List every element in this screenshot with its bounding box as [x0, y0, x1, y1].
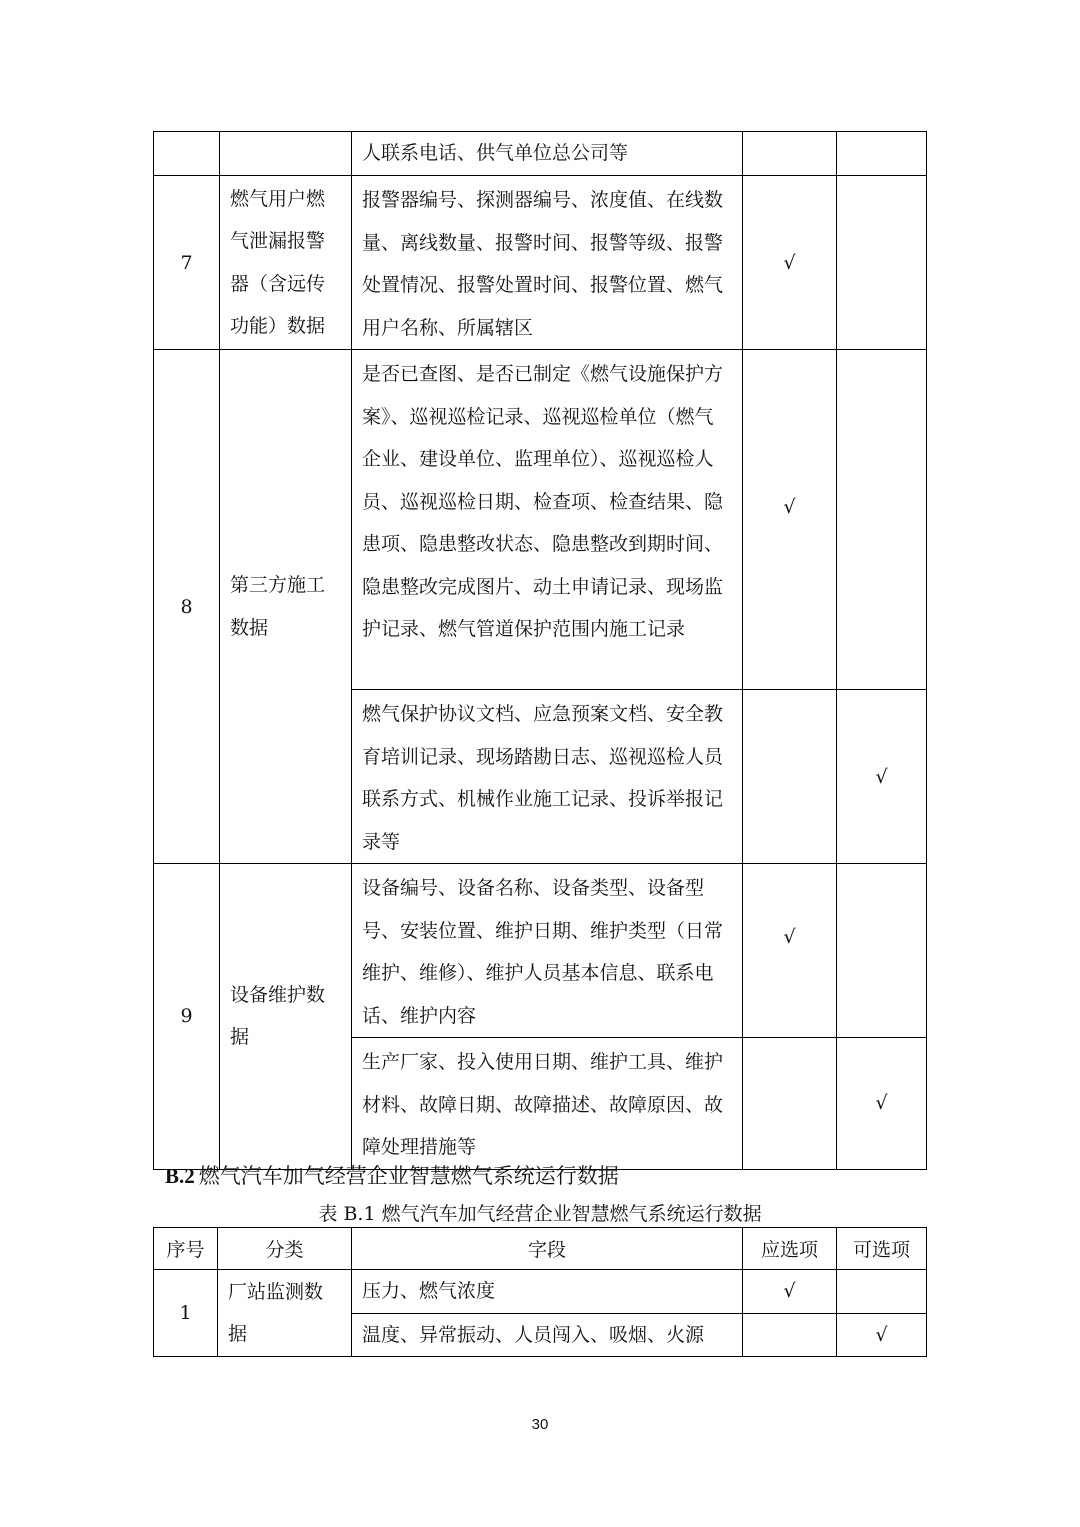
row-fields-optional: 温度、异常振动、人员闯入、吸烟、火源: [352, 1313, 743, 1357]
header-optional: 可选项: [837, 1228, 927, 1270]
row-number: 1: [154, 1270, 218, 1357]
table-caption: 表 B.1 燃气汽车加气经营企业智慧燃气系统运行数据: [318, 1203, 762, 1225]
optional-check: [837, 176, 927, 350]
optional-cell-empty: [837, 1270, 927, 1314]
row-fields-required: 是否已查图、是否已制定《燃气设施保护方案》、巡视巡检记录、巡视巡检单位（燃气企业、建设单位、监理单位）、巡视巡检人员、巡视巡检日期、检查项、检查结果、隐患项、隐患整改状态、隐患整改到期时间、隐患整改完成图片、动土申请记录、现场监护记录、燃气管道保护范围内施工记录: [352, 350, 743, 690]
required-check: √: [743, 350, 837, 690]
header-required: 应选项: [743, 1228, 837, 1270]
required-check: √: [743, 1270, 837, 1314]
required-cell-empty: [743, 690, 837, 864]
header-no: 序号: [154, 1228, 218, 1270]
data-table-b1: [153, 1227, 927, 1357]
optional-check: √: [837, 1313, 927, 1357]
row-number: 9: [154, 864, 220, 1170]
row-number: 8: [154, 350, 220, 864]
row-fields-optional: 生产厂家、投入使用日期、维护工具、维护材料、故障日期、故障描述、故障原因、故障处理措施等: [352, 1038, 743, 1170]
table-row: [154, 864, 927, 1038]
table-row: [154, 132, 927, 176]
section-heading: [165, 1160, 619, 1190]
row-category: 第三方施工数据: [220, 350, 352, 864]
required-cell-empty: [743, 1313, 837, 1357]
row-category: 燃气用户燃气泄漏报警器（含远传功能）数据: [220, 176, 352, 350]
header-fields: 字段: [352, 1228, 743, 1270]
optional-cell-empty: [837, 350, 927, 690]
row-number: 7: [154, 176, 220, 350]
section-title: 燃气汽车加气经营企业智慧燃气系统运行数据: [198, 1164, 619, 1188]
required-cell-empty: [743, 1038, 837, 1170]
row-fields-required: 设备编号、设备名称、设备类型、设备型号、安装位置、维护日期、维护类型（日常维护、维修）、维护人员基本信息、联系电话、维护内容: [352, 864, 743, 1038]
row-category: [220, 132, 352, 176]
row-number: [154, 132, 220, 176]
required-check: √: [743, 176, 837, 350]
row-fields: 人联系电话、供气单位总公司等: [352, 132, 743, 176]
row-fields-required: 压力、燃气浓度: [352, 1270, 743, 1314]
data-table-continued: [153, 131, 927, 1170]
header-category: 分类: [218, 1228, 352, 1270]
required-check: [743, 132, 837, 176]
optional-check: √: [837, 690, 927, 864]
section-number: B.2: [165, 1164, 195, 1188]
row-category: 设备维护数据: [220, 864, 352, 1170]
table-row: [154, 176, 927, 350]
table-row: [154, 350, 927, 690]
required-check: √: [743, 864, 837, 1038]
table-header-row: [154, 1228, 927, 1270]
optional-check: [837, 132, 927, 176]
page-number: 30: [531, 1416, 549, 1433]
row-fields-optional: 燃气保护协议文档、应急预案文档、安全教育培训记录、现场踏勘日志、巡视巡检人员联系方式、机械作业施工记录、投诉举报记录等: [352, 690, 743, 864]
table-row: [154, 1270, 927, 1314]
row-fields: 报警器编号、探测器编号、浓度值、在线数量、离线数量、报警时间、报警等级、报警处置情况、报警处置时间、报警位置、燃气用户名称、所属辖区: [352, 176, 743, 350]
optional-check: √: [837, 1038, 927, 1170]
optional-cell-empty: [837, 864, 927, 1038]
row-category: 厂站监测数据: [218, 1270, 352, 1357]
